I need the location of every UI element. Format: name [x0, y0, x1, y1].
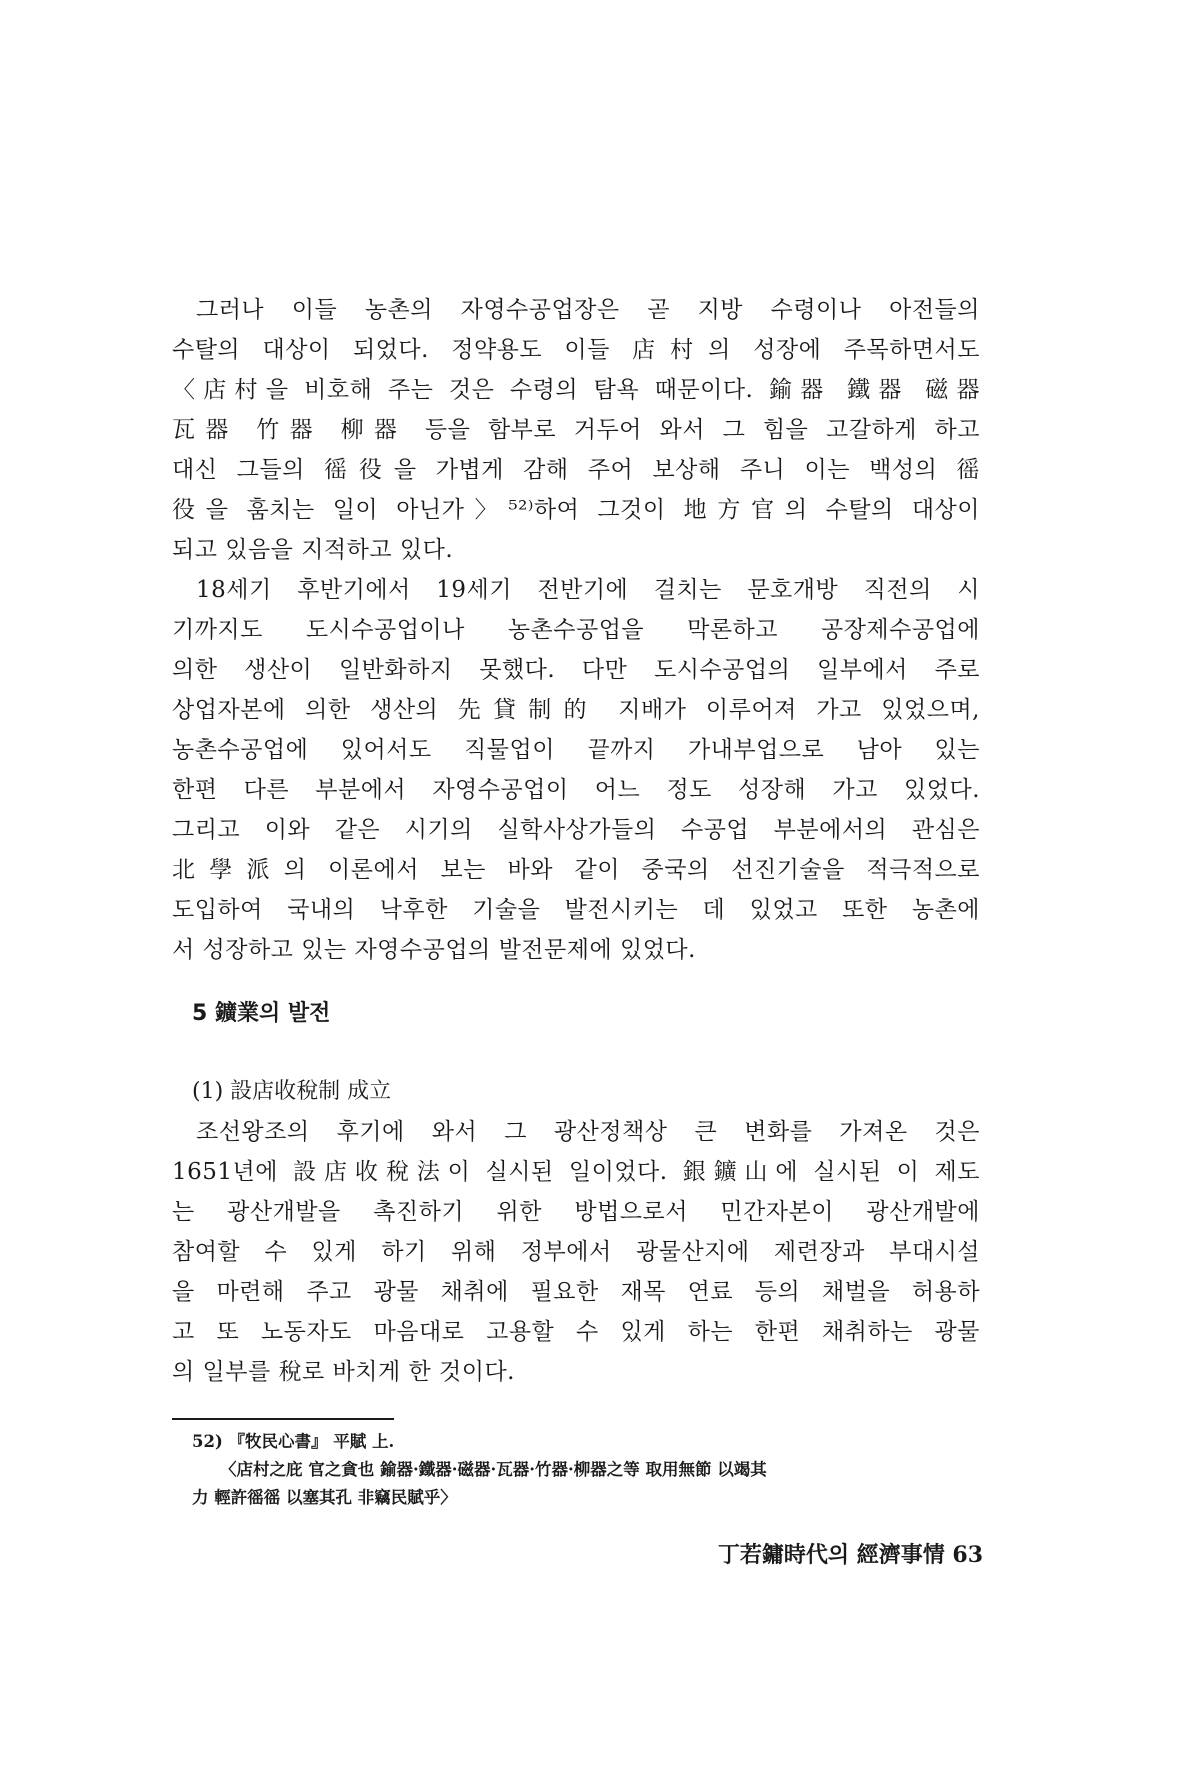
paragraph-line: 서 성장하고 있는 자영수공업의 발전문제에 있었다.	[172, 937, 696, 963]
paragraph-line: 한편 다른 부분에서 자영수공업이 어느 정도 성장해 가고 있었다.	[172, 777, 980, 803]
paragraph-2	[172, 570, 980, 970]
footnote-line: 52) 『牧民心書』 平賦 上.	[192, 1432, 395, 1451]
paragraph-line: 농촌수공업에 있어서도 직물업이 끝까지 가내부업으로 남아 있는	[172, 737, 980, 763]
paragraph-line: 北學派의 이론에서 보는 바와 같이 중국의 선진기술을 적극적으로	[172, 857, 980, 883]
paragraph-line: 조선왕조의 후기에 와서 그 광산정책상 큰 변화를 가져온 것은	[196, 1119, 980, 1145]
paragraph-line: 기까지도 도시수공업이나 농촌수공업을 막론하고 공장제수공업에	[172, 617, 980, 643]
paragraph-line: 도입하여 국내의 낙후한 기술을 발전시키는 데 있었고 또한 농촌에	[172, 897, 980, 923]
section-heading: 5 鑛業의 발전	[192, 1001, 331, 1026]
paragraph-line: 수탈의 대상이 되었다. 정약용도 이들 店村의 성장에 주목하면서도	[172, 337, 980, 363]
paragraph-line: 의 일부를 稅로 바치게 한 것이다.	[172, 1359, 515, 1385]
footnote	[172, 1428, 980, 1512]
footnote-line: 〈店村之庇 官之貪也 鍮器·鐵器·磁器·瓦器·竹器·柳器之等 取用無節 以竭其	[220, 1460, 767, 1479]
paragraph-line: 참여할 수 있게 하기 위해 정부에서 광물산지에 제련장과 부대시설	[172, 1239, 980, 1265]
paragraph-line: 대신 그들의 徭役을 가볍게 감해 주어 보상해 주니 이는 백성의 徭	[172, 457, 980, 483]
paragraph-line: 18세기 후반기에서 19세기 전반기에 걸치는 문호개방 직전의 시	[196, 577, 980, 603]
subsection-heading: (1) 設店收稅制 成立	[192, 1079, 392, 1104]
paragraph-line: 役을 훔치는 일이 아닌가〉⁵²⁾하여 그것이 地方官의 수탈의 대상이	[172, 497, 980, 523]
paragraph-line: 그러나 이들 농촌의 자영수공업장은 곧 지방 수령이나 아전들의	[196, 297, 980, 323]
paragraph-line: 고 또 노동자도 마음대로 고용할 수 있게 하는 한편 채취하는 광물	[172, 1319, 980, 1345]
paragraph-1	[172, 290, 980, 570]
footnote-divider	[172, 1418, 394, 1420]
paragraph-line: 는 광산개발을 촉진하기 위한 방법으로서 민간자본이 광산개발에	[172, 1199, 980, 1225]
paragraph-line: 〈店村을 비호해 주는 것은 수령의 탐욕 때문이다. 鍮器 鐵器 磁器	[172, 377, 980, 403]
paragraph-line: 상업자본에 의한 생산의 先貸制的 지배가 이루어져 가고 있었으며,	[172, 697, 980, 723]
paragraph-line: 을 마련해 주고 광물 채취에 필요한 재목 연료 등의 채벌을 허용하	[172, 1279, 980, 1305]
paragraph-3	[172, 1112, 980, 1392]
paragraph-line: 瓦器 竹器 柳器 등을 함부로 거두어 와서 그 힘을 고갈하게 하고	[172, 417, 980, 443]
paragraph-line: 그리고 이와 같은 시기의 실학사상가들의 수공업 부분에서의 관심은	[172, 817, 980, 843]
paragraph-line: 1651년에 設店收稅法이 실시된 일이었다. 銀鑛山에 실시된 이 제도	[172, 1159, 980, 1185]
paragraph-line: 되고 있음을 지적하고 있다.	[172, 537, 454, 563]
running-footer: 丁若鏞時代의 經濟事情 63	[717, 1542, 983, 1568]
footnote-line: 力 輕許徭徭 以塞其孔 非竊民賦乎〉	[192, 1488, 457, 1507]
paragraph-line: 의한 생산이 일반화하지 못했다. 다만 도시수공업의 일부에서 주로	[172, 657, 980, 683]
